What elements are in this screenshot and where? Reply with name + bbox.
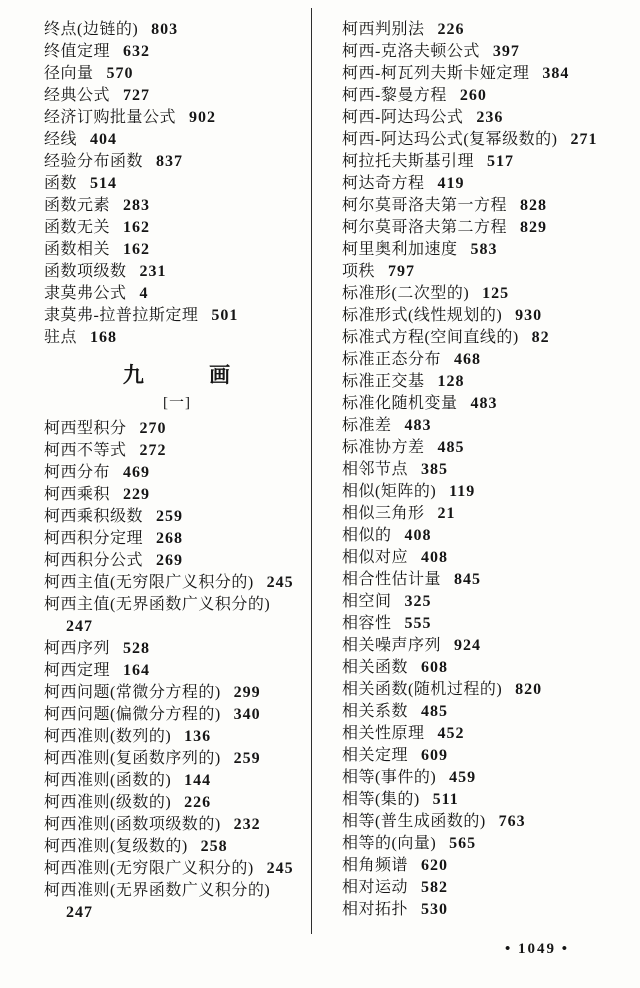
entry-page-number: 608 [421, 659, 449, 676]
entry-page-number: 820 [515, 681, 543, 698]
index-entry [44, 704, 310, 726]
entry-term: 函数元素 [44, 197, 111, 214]
entry-page-number: 514 [90, 175, 118, 192]
entry-term: 柯西乘积级数 [44, 508, 144, 525]
entry-page-number: 837 [156, 153, 184, 170]
index-entry [342, 173, 632, 195]
section-header-first-char: 九 [122, 363, 145, 387]
index-entry [342, 217, 632, 239]
entry-page-number: 232 [233, 816, 261, 833]
index-entry [44, 528, 310, 550]
entry-term: 经验分布函数 [44, 153, 144, 170]
entry-term: 柯西主值(无界函数广义积分的) [44, 596, 271, 613]
entry-term: 标准协方差 [342, 439, 425, 456]
entry-page-number: 259 [233, 750, 261, 767]
index-entry [44, 726, 310, 748]
index-entry [342, 129, 632, 151]
index-entry [44, 462, 310, 484]
entry-page-number: 283 [123, 197, 151, 214]
index-entry [44, 283, 310, 305]
entry-page-number: 272 [139, 442, 167, 459]
entry-term: 相关函数 [342, 659, 409, 676]
entry-term: 相等的(向量) [342, 835, 437, 852]
entry-page-number: 269 [156, 552, 184, 569]
index-entry [44, 858, 310, 880]
left-column [44, 0, 310, 924]
entry-term: 柯拉托夫斯基引理 [342, 153, 475, 170]
entry-term: 柯西序列 [44, 640, 111, 657]
entry-term: 相似三角形 [342, 505, 425, 522]
entry-page-number: 162 [123, 219, 151, 236]
entry-term: 标准形(二次型的) [342, 285, 470, 302]
entry-term: 终值定理 [44, 43, 111, 60]
entry-term: 相关性原理 [342, 725, 425, 742]
entry-page-number: 226 [437, 21, 465, 38]
index-entry [342, 613, 632, 635]
entry-page-number: 620 [421, 857, 449, 874]
entry-term: 函数 [44, 175, 78, 192]
index-entry [342, 635, 632, 657]
entry-term: 柯西准则(复级数的) [44, 838, 188, 855]
entry-page-number: 270 [139, 420, 167, 437]
entry-page-number: 258 [200, 838, 228, 855]
entry-page-number: 797 [388, 263, 416, 280]
entry-page-number: 247 [66, 904, 93, 921]
entry-page-number: 483 [404, 417, 432, 434]
entry-page-number: 469 [123, 464, 151, 481]
entry-term: 柯西准则(级数的) [44, 794, 172, 811]
entry-page-number: 247 [66, 618, 93, 635]
entry-term: 标准化随机变量 [342, 395, 458, 412]
entry-term: 柯西准则(复函数序列的) [44, 750, 221, 767]
section-header-second-char: 画 [209, 363, 232, 387]
entry-page-number: 609 [421, 747, 449, 764]
index-entry [342, 63, 632, 85]
entry-term: 相等(集的) [342, 791, 420, 808]
entry-term: 相关函数(随机过程的) [342, 681, 503, 698]
entry-page-number: 236 [476, 109, 504, 126]
index-entry [342, 151, 632, 173]
entry-page-number: 483 [470, 395, 498, 412]
entry-page-number: 245 [266, 574, 294, 591]
entry-page-number: 162 [123, 241, 151, 258]
entry-term: 柯西-克洛夫顿公式 [342, 43, 480, 60]
entry-term: 驻点 [44, 329, 78, 346]
index-entry [342, 877, 632, 899]
index-entry [44, 550, 310, 572]
entry-term: 终点(边链的) [44, 21, 139, 38]
index-entry [342, 833, 632, 855]
entry-term: 相空间 [342, 593, 392, 610]
subsection-label: [一] [163, 395, 191, 411]
entry-page-number: 419 [437, 175, 465, 192]
entry-term: 相容性 [342, 615, 392, 632]
index-entry [44, 217, 310, 239]
entry-term: 相合性估计量 [342, 571, 442, 588]
entry-page-number: 245 [266, 860, 294, 877]
index-entry [342, 107, 632, 129]
entry-page-number: 452 [437, 725, 465, 742]
index-entry [342, 283, 632, 305]
entry-page-number: 125 [482, 285, 510, 302]
entry-term: 经线 [44, 131, 78, 148]
entry-term: 相等(普生成函数的) [342, 813, 486, 830]
index-entry [342, 19, 632, 41]
index-entry [342, 591, 632, 613]
index-entry [342, 261, 632, 283]
entry-page-number: 930 [515, 307, 543, 324]
entry-term: 隶莫弗-拉普拉斯定理 [44, 307, 199, 324]
entry-page-number: 4 [139, 285, 149, 302]
entry-term: 标准正交基 [342, 373, 425, 390]
entry-page-number: 924 [454, 637, 482, 654]
index-entry [44, 41, 310, 63]
entry-page-number: 565 [449, 835, 477, 852]
entry-page-number: 583 [470, 241, 498, 258]
index-entry [342, 349, 632, 371]
entry-page-number: 119 [449, 483, 476, 500]
entry-term: 柯西准则(函数项级数的) [44, 816, 221, 833]
entry-page-number: 845 [454, 571, 482, 588]
entry-page-number: 259 [156, 508, 184, 525]
entry-term: 柯尔莫哥洛夫第一方程 [342, 197, 508, 214]
entry-page-number: 325 [404, 593, 432, 610]
index-entry [342, 657, 632, 679]
entry-page-number: 582 [421, 879, 449, 896]
page-number: • 1049 • [505, 941, 570, 957]
index-entry [44, 748, 310, 770]
entry-page-number: 511 [432, 791, 459, 808]
index-entry [342, 547, 632, 569]
entry-page-number: 555 [404, 615, 432, 632]
entry-term: 标准式方程(空间直线的) [342, 329, 519, 346]
index-entry [342, 789, 632, 811]
index-entry [342, 855, 632, 877]
index-entry [342, 481, 632, 503]
entry-page-number: 727 [123, 87, 151, 104]
entry-term: 柯尔莫哥洛夫第二方程 [342, 219, 508, 236]
index-entry [342, 503, 632, 525]
entry-page-number: 763 [498, 813, 526, 830]
right-column-entries [342, 19, 632, 921]
index-entry [342, 305, 632, 327]
entry-term: 柯里奥利加速度 [342, 241, 458, 258]
entry-page-number: 902 [189, 109, 217, 126]
entry-term: 柯西乘积 [44, 486, 111, 503]
entry-page-number: 226 [184, 794, 212, 811]
index-entry [44, 594, 310, 616]
index-entry [44, 682, 310, 704]
index-entry [44, 418, 310, 440]
index-entry [342, 41, 632, 63]
left-column-top-entries [44, 19, 310, 349]
entry-term: 相邻节点 [342, 461, 409, 478]
index-entry [342, 525, 632, 547]
entry-page-number: 517 [487, 153, 515, 170]
index-entry [44, 151, 310, 173]
index-entry [44, 305, 310, 327]
entry-term: 径向量 [44, 65, 94, 82]
entry-term: 柯西准则(无穷限广义积分的) [44, 860, 254, 877]
entry-term: 柯西问题(常微分方程的) [44, 684, 221, 701]
index-entry [44, 19, 310, 41]
entry-term: 相对运动 [342, 879, 409, 896]
index-entry [342, 811, 632, 833]
entry-page-number: 485 [437, 439, 465, 456]
entry-term: 相似的 [342, 527, 392, 544]
entry-page-number: 408 [404, 527, 432, 544]
entry-term: 相关定理 [342, 747, 409, 764]
index-entry [44, 814, 310, 836]
index-entry [44, 660, 310, 682]
entry-page-number: 144 [184, 772, 212, 789]
index-entry [342, 767, 632, 789]
entry-term: 标准形式(线性规划的) [342, 307, 503, 324]
entry-term: 柯西不等式 [44, 442, 127, 459]
index-entry [44, 129, 310, 151]
entry-page-number: 164 [123, 662, 151, 679]
entry-page-number: 168 [90, 329, 118, 346]
entry-term: 相似对应 [342, 549, 409, 566]
entry-page-number: 136 [184, 728, 212, 745]
index-entry [44, 770, 310, 792]
index-entry [342, 701, 632, 723]
entry-term: 相似(矩阵的) [342, 483, 437, 500]
index-entry [342, 327, 632, 349]
entry-term: 柯西-阿达玛公式 [342, 109, 464, 126]
entry-term: 相对拓扑 [342, 901, 409, 918]
index-entry [44, 327, 310, 349]
index-entry [44, 107, 310, 129]
entry-term: 柯西定理 [44, 662, 111, 679]
entry-term: 柯西-阿达玛公式(复幂级数的) [342, 131, 558, 148]
entry-page-number: 485 [421, 703, 449, 720]
entry-term: 相关噪声序列 [342, 637, 442, 654]
index-entry [44, 836, 310, 858]
entry-term: 柯西准则(无界函数广义积分的) [44, 882, 271, 899]
entry-page-number: 459 [449, 769, 477, 786]
index-entry-wrapped-page [44, 616, 310, 638]
index-entry [44, 792, 310, 814]
left-column-entries [44, 418, 310, 924]
entry-page-number: 271 [570, 131, 598, 148]
entry-page-number: 128 [437, 373, 465, 390]
entry-page-number: 501 [211, 307, 239, 324]
entry-term: 函数相关 [44, 241, 111, 258]
index-entry [342, 899, 632, 921]
entry-page-number: 632 [123, 43, 151, 60]
entry-term: 函数无关 [44, 219, 111, 236]
entry-term: 相等(事件的) [342, 769, 437, 786]
entry-term: 柯西型积分 [44, 420, 127, 437]
entry-page-number: 229 [123, 486, 151, 503]
index-entry [44, 173, 310, 195]
entry-term: 函数项级数 [44, 263, 127, 280]
entry-page-number: 468 [454, 351, 482, 368]
entry-page-number: 82 [531, 329, 550, 346]
entry-page-number: 21 [437, 505, 456, 522]
entry-page-number: 384 [542, 65, 570, 82]
entry-term: 柯西分布 [44, 464, 111, 481]
index-entry [44, 195, 310, 217]
entry-page-number: 397 [492, 43, 520, 60]
entry-page-number: 231 [139, 263, 167, 280]
entry-term: 标准正态分布 [342, 351, 442, 368]
index-entry [342, 415, 632, 437]
index-entry [342, 393, 632, 415]
index-entry [44, 261, 310, 283]
entry-term: 经济订购批量公式 [44, 109, 177, 126]
entry-term: 柯西积分定理 [44, 530, 144, 547]
entry-term: 柯西-黎曼方程 [342, 87, 447, 104]
entry-term: 柯西问题(偏微分方程的) [44, 706, 221, 723]
index-entry [44, 440, 310, 462]
index-entry [44, 85, 310, 107]
section-header [44, 362, 310, 388]
entry-page-number: 803 [151, 21, 179, 38]
index-entry [44, 572, 310, 594]
index-entry-wrapped-page [44, 902, 310, 924]
entry-page-number: 530 [421, 901, 449, 918]
index-entry [342, 723, 632, 745]
entry-page-number: 408 [421, 549, 449, 566]
index-entry [342, 459, 632, 481]
entry-term: 柯西准则(函数的) [44, 772, 172, 789]
entry-term: 柯西积分公式 [44, 552, 144, 569]
entry-page-number: 828 [520, 197, 548, 214]
entry-term: 经典公式 [44, 87, 111, 104]
index-entry [342, 195, 632, 217]
index-entry [44, 506, 310, 528]
entry-page-number: 268 [156, 530, 184, 547]
index-entry [44, 638, 310, 660]
index-entry [342, 745, 632, 767]
entry-page-number: 340 [233, 706, 261, 723]
entry-term: 柯西主值(无穷限广义积分的) [44, 574, 254, 591]
entry-term: 标准差 [342, 417, 392, 434]
entry-page-number: 404 [90, 131, 118, 148]
entry-page-number: 528 [123, 640, 151, 657]
index-entry [342, 437, 632, 459]
entry-term: 隶莫弗公式 [44, 285, 127, 302]
entry-term: 柯西判别法 [342, 21, 425, 38]
index-entry [44, 880, 310, 902]
entry-term: 柯达奇方程 [342, 175, 425, 192]
entry-page-number: 299 [233, 684, 261, 701]
right-column [342, 0, 632, 921]
column-divider [311, 8, 312, 934]
index-entry [342, 239, 632, 261]
entry-term: 柯西-柯瓦列夫斯卡娅定理 [342, 65, 530, 82]
entry-page-number: 385 [421, 461, 449, 478]
entry-term: 相关系数 [342, 703, 409, 720]
entry-page-number: 570 [106, 65, 134, 82]
index-entry [342, 679, 632, 701]
entry-term: 项秩 [342, 263, 376, 280]
index-entry [44, 239, 310, 261]
index-entry [342, 371, 632, 393]
entry-term: 柯西准则(数列的) [44, 728, 172, 745]
entry-term: 相角频谱 [342, 857, 409, 874]
index-entry [44, 484, 310, 506]
index-entry [44, 63, 310, 85]
index-entry [342, 569, 632, 591]
index-entry [342, 85, 632, 107]
entry-page-number: 829 [520, 219, 548, 236]
entry-page-number: 260 [459, 87, 487, 104]
